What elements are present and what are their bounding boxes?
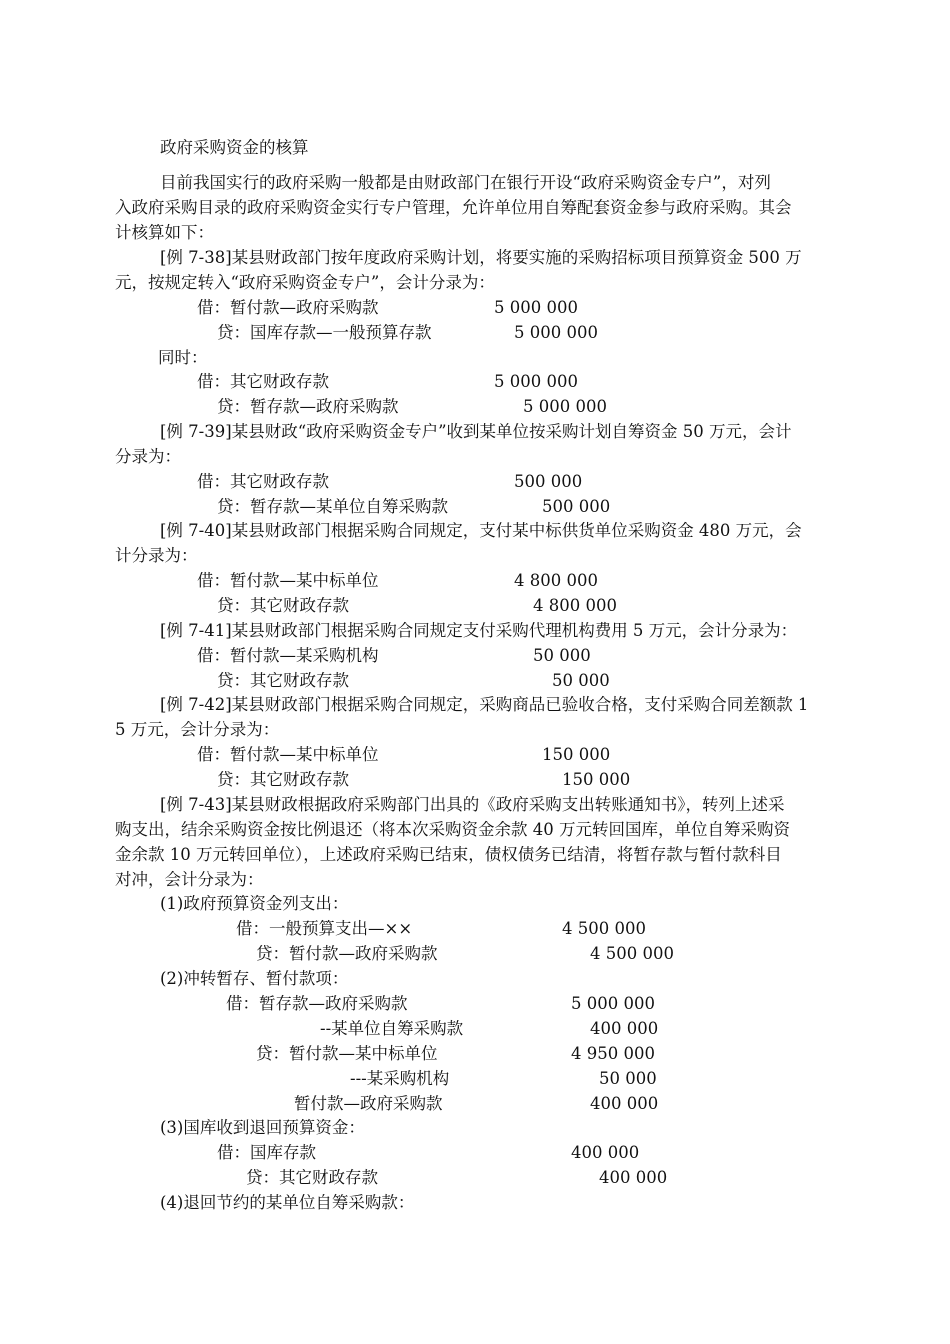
entry-amount: 50 000: [533, 646, 591, 665]
entry-debit: 借：其它财政存款: [197, 372, 329, 391]
entry-amount: 400 000: [599, 1168, 668, 1187]
entry-amount: 5 000 000: [571, 994, 655, 1013]
entry-amount: 150 000: [562, 770, 631, 789]
example-text: 对冲，会计分录为：: [115, 870, 264, 889]
intro-line: 目前我国实行的政府采购一般都是由财政部门在银行开设“政府采购资金专户”，对列: [160, 173, 771, 192]
step-heading: (2)冲转暂存、暂付款项：: [160, 969, 349, 988]
entry-debit: 借：国库存款: [217, 1143, 316, 1162]
example-text: 购支出，结余采购资金按比例退还（将本次采购资金余款 40 万元转回国库，单位自筹采购资: [115, 820, 790, 839]
example-text: 5 万元，会计分录为：: [115, 720, 280, 739]
intro-line: 入政府采购目录的政府采购资金实行专户管理，允许单位用自筹配套资金参与政府采购。其会: [115, 198, 792, 217]
entry-amount: 5 000 000: [494, 372, 578, 391]
entry-amount: 5 000 000: [514, 323, 598, 342]
example-text: 金余款 10 万元转回单位），上述政府采购已结束，债权债务已结清，将暂存款与暂付款科目: [115, 845, 782, 864]
entry-credit: 贷：其它财政存款: [217, 671, 349, 690]
example-text: [例 7-40]某县财政部门根据采购合同规定，支付某中标供货单位采购资金 480 万元，会: [160, 521, 802, 540]
entry-credit: 贷：其它财政存款: [246, 1168, 378, 1187]
entry-debit: 借：暂付款—某中标单位: [197, 571, 379, 590]
intro-line: 计核算如下：: [115, 223, 214, 242]
example-text: 元，按规定转入“政府采购资金专户”，会计分录为：: [115, 273, 495, 292]
entry-amount: 400 000: [590, 1094, 659, 1113]
example-text: [例 7-39]某县财政“政府采购资金专户”收到某单位按采购计划自筹资金 50 万元，会计: [160, 422, 792, 441]
entry-amount: 400 000: [571, 1143, 640, 1162]
entry-credit: 贷：暂付款—某中标单位: [256, 1044, 438, 1063]
entry-credit: 贷：暂存款—政府采购款: [217, 397, 399, 416]
entry-amount: 50 000: [552, 671, 610, 690]
entry-debit: 借：暂付款—政府采购款: [197, 298, 379, 317]
entry-amount: 4 950 000: [571, 1044, 655, 1063]
entry-amount: 5 000 000: [523, 397, 607, 416]
entry-amount: 4 800 000: [514, 571, 598, 590]
entry-amount: 50 000: [599, 1069, 657, 1088]
entry-amount: 4 500 000: [562, 919, 646, 938]
entry-credit: 贷：国库存款—一般预算存款: [217, 323, 432, 342]
entry-amount: 4 800 000: [533, 596, 617, 615]
step-heading: (3)国库收到退回预算资金：: [160, 1118, 365, 1137]
example-text: 分录为：: [115, 447, 181, 466]
example-text: [例 7-41]某县财政部门根据采购合同规定支付采购代理机构费用 5 万元，会计分录为：: [160, 621, 798, 640]
entry-amount: 4 500 000: [590, 944, 674, 963]
example-text: [例 7-42]某县财政部门根据采购合同规定，采购商品已验收合格，支付采购合同差额款 1: [160, 695, 809, 714]
example-text: 计分录为：: [115, 546, 198, 565]
entry-credit-sub: 暂付款—政府采购款: [294, 1094, 443, 1113]
step-heading: (1)政府预算资金列支出：: [160, 894, 349, 913]
section-title: 政府采购资金的核算: [160, 138, 309, 157]
entry-debit: 借：暂付款—某中标单位: [197, 745, 379, 764]
entry-debit: 借：暂存款—政府采购款: [226, 994, 408, 1013]
example-text: [例 7-38]某县财政部门按年度政府采购计划，将要实施的采购招标项目预算资金 500 万: [160, 248, 802, 267]
entry-credit: 贷：其它财政存款: [217, 596, 349, 615]
entry-credit: 贷：其它财政存款: [217, 770, 349, 789]
also-label: 同时：: [158, 348, 208, 367]
entry-credit-sub: ---某采购机构: [350, 1069, 450, 1088]
example-text: [例 7-43]某县财政根据政府采购部门出具的《政府采购支出转账通知书》，转列上述采: [160, 795, 785, 814]
entry-debit: 借：暂付款—某采购机构: [197, 646, 379, 665]
step-heading: (4)退回节约的某单位自筹采购款：: [160, 1193, 415, 1212]
entry-amount: 400 000: [590, 1019, 659, 1038]
entry-debit: 借：一般预算支出—××: [236, 919, 413, 938]
entry-debit: 借：其它财政存款: [197, 472, 329, 491]
entry-amount: 150 000: [542, 745, 611, 764]
entry-amount: 500 000: [542, 497, 611, 516]
entry-amount: 5 000 000: [494, 298, 578, 317]
entry-credit: 贷：暂付款—政府采购款: [256, 944, 438, 963]
entry-debit-sub: --某单位自筹采购款: [320, 1019, 464, 1038]
entry-credit: 贷：暂存款—某单位自筹采购款: [217, 497, 448, 516]
entry-amount: 500 000: [514, 472, 583, 491]
